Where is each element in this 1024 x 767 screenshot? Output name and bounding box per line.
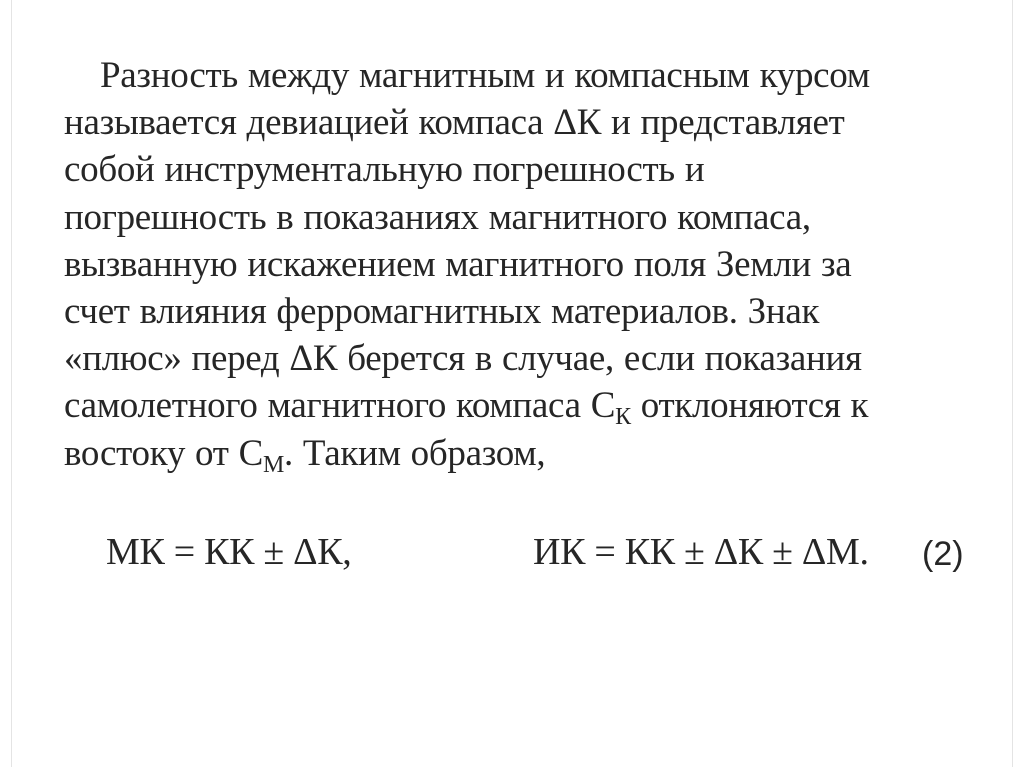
paragraph-line <box>64 430 964 477</box>
paragraph-line: называется девиацией компаса ΔК и представляет <box>64 102 845 144</box>
formula-magnetic-course: МК = КК ± ΔК, <box>106 531 352 573</box>
line-text: востоку от С <box>64 432 263 474</box>
paragraph-line: вызванную искажением магнитного поля Земли за <box>64 243 852 285</box>
paragraph-line <box>64 382 964 429</box>
line-text: самолетного магнитного компаса С <box>64 385 616 427</box>
paragraph-line: собой инструментальную погрешность и <box>64 149 705 191</box>
subscript-k: К <box>615 404 631 431</box>
slide-edge-right <box>1012 0 1013 767</box>
line-text: отклоняются к <box>630 385 869 427</box>
paragraph-line: счет влияния ферромагнитных материалов. Знак <box>64 290 820 332</box>
paragraph-line: Разность между магнитным и компасным курсом <box>100 55 870 96</box>
line-text: . Таким образом, <box>284 432 546 474</box>
paragraph <box>64 52 964 477</box>
formula-true-course: ИК = КК ± ΔК ± ΔМ. <box>533 531 869 573</box>
equation-number: (2) <box>922 535 964 573</box>
paragraph-line: «плюс» перед ΔК берется в случае, если показания <box>64 338 862 380</box>
slide-edge-left <box>11 0 12 767</box>
subscript-m: М <box>262 451 285 478</box>
paragraph-line: погрешность в показаниях магнитного компаса, <box>64 196 811 238</box>
